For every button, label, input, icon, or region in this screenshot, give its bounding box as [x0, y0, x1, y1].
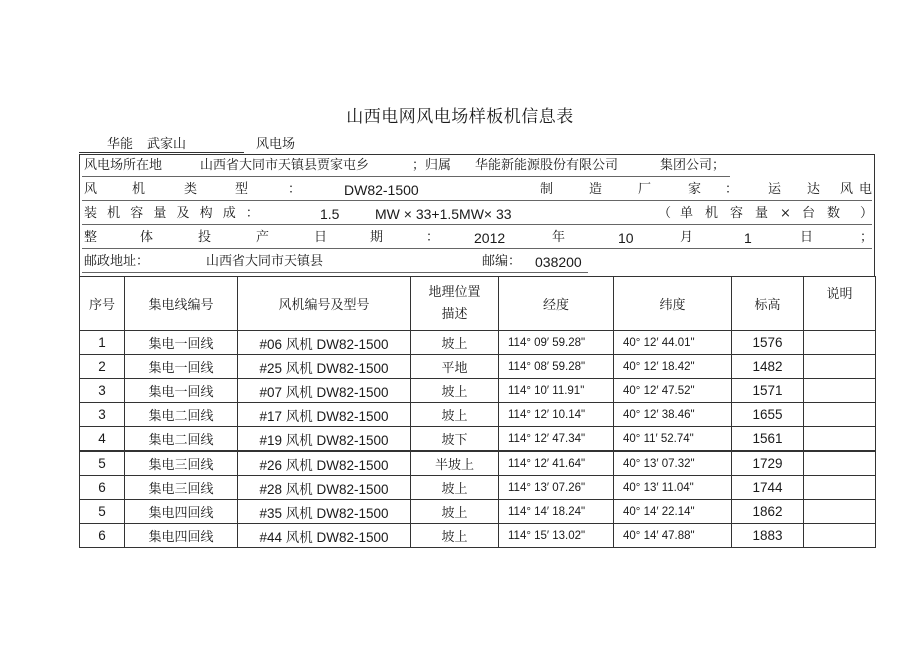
cell-latitude: 40° 14′ 22.14" [614, 500, 732, 524]
cell-latitude: 40° 12′ 18.42" [614, 355, 732, 379]
cell-elevation: 1883 [732, 524, 804, 548]
capacity-note-char: 单 [680, 206, 694, 221]
header-longitude: 经度 [499, 277, 614, 331]
turbine-table [79, 276, 876, 548]
table-row [80, 427, 876, 452]
capacity-note-char: ） [860, 206, 874, 221]
capacity-note-char: 容 [730, 206, 744, 221]
cell-note [804, 379, 876, 403]
turbine-type-label-char: ： [288, 182, 302, 197]
capacity-note-char: 量 [755, 206, 769, 221]
cell-no: 4 [80, 427, 125, 452]
commission-label-char: 产 [256, 230, 270, 245]
location-value: 山西省大同市天镇县贾家屯乡 [200, 158, 370, 173]
cell-turbine: #06 风机 DW82-1500 [238, 331, 411, 355]
cell-turbine: #19 风机 DW82-1500 [238, 427, 411, 452]
cell-turbine: #35 风机 DW82-1500 [238, 500, 411, 524]
cell-elevation: 1561 [732, 427, 804, 452]
cell-longitude: 114° 09′ 59.28" [499, 331, 614, 355]
cell-terrain: 半坡上 [411, 451, 499, 476]
commission-day: 1 [744, 230, 752, 246]
cell-turbine: #25 风机 DW82-1500 [238, 355, 411, 379]
manufacturer-label-char: 家 [688, 182, 702, 197]
commission-label-char: 整 [84, 230, 98, 245]
capacity-value-formula: MW × 33+1.5MW× 33 [375, 206, 512, 222]
cell-longitude: 114° 13′ 07.26" [499, 476, 614, 500]
cell-elevation: 1571 [732, 379, 804, 403]
cell-turbine: #44 风机 DW82-1500 [238, 524, 411, 548]
header-terrain-line2: 描述 [441, 306, 468, 322]
header-collector-line: 集电线编号 [125, 277, 238, 331]
cell-terrain: 坡上 [411, 524, 499, 548]
cell-terrain: 平地 [411, 355, 499, 379]
cell-longitude: 114° 14′ 18.24" [499, 500, 614, 524]
cell-terrain: 坡上 [411, 331, 499, 355]
postcode-value: 038200 [535, 254, 582, 270]
turbine-type-label-char: 机 [132, 182, 146, 197]
org-underlined-field [79, 133, 244, 153]
company-name: 华能 [107, 137, 134, 152]
header-terrain [411, 277, 499, 331]
manufacturer-label-char: 制 [540, 182, 554, 197]
cell-note [804, 427, 876, 452]
cell-note [804, 451, 876, 476]
cell-note [804, 500, 876, 524]
wind-farm-suffix: 风电场 [256, 137, 296, 152]
capacity-value-unit: 1.5 [320, 206, 340, 222]
capacity-note-char: × [780, 206, 791, 221]
capacity-note-char: 机 [705, 206, 719, 221]
cell-elevation: 1576 [732, 331, 804, 355]
header-latitude: 纬度 [614, 277, 732, 331]
year-unit: 年 [552, 230, 566, 245]
cell-no: 3 [80, 403, 125, 427]
cell-terrain: 坡下 [411, 427, 499, 452]
cell-no: 3 [80, 379, 125, 403]
cell-note [804, 403, 876, 427]
cell-longitude: 114° 12′ 41.64" [499, 451, 614, 476]
cell-turbine: #07 风机 DW82-1500 [238, 379, 411, 403]
site-name: 武家山 [147, 137, 187, 152]
cell-collector-line: 集电一回线 [125, 331, 238, 355]
cell-collector-line: 集电一回线 [125, 355, 238, 379]
wind-farm-info-block [79, 154, 875, 276]
cell-note [804, 355, 876, 379]
header-note: 说明 [804, 277, 876, 331]
capacity-row [80, 203, 874, 227]
postal-address-row [80, 251, 874, 275]
manufacturer-value-char: 风 [840, 182, 854, 197]
cell-turbine: #17 风机 DW82-1500 [238, 403, 411, 427]
postal-address-label: 邮政地址： [84, 254, 150, 269]
cell-terrain: 坡上 [411, 403, 499, 427]
cell-elevation: 1482 [732, 355, 804, 379]
table-row [80, 331, 876, 355]
cell-no: 5 [80, 500, 125, 524]
table-row [80, 500, 876, 524]
cell-collector-line: 集电四回线 [125, 524, 238, 548]
postcode-label: 邮编： [482, 254, 522, 269]
day-end: ； [860, 230, 874, 245]
cell-collector-line: 集电二回线 [125, 427, 238, 452]
turbine-type-label-char: 风 [84, 182, 98, 197]
table-row [80, 403, 876, 427]
manufacturer-value-char: 运 [768, 182, 782, 197]
cell-latitude: 40° 14′ 47.88" [614, 524, 732, 548]
document-title: 山西电网风电场样板机信息表 [346, 107, 574, 127]
location-row [80, 155, 874, 179]
cell-collector-line: 集电三回线 [125, 451, 238, 476]
cell-longitude: 114° 15′ 13.02" [499, 524, 614, 548]
header-terrain-line1: 地理位置 [428, 284, 481, 300]
cell-note [804, 331, 876, 355]
table-row [80, 379, 876, 403]
cell-latitude: 40° 12′ 47.52" [614, 379, 732, 403]
cell-collector-line: 集电四回线 [125, 500, 238, 524]
group-label: 集团公司； [660, 158, 726, 173]
capacity-label: 装 机 容 量 及 构 成 ： [84, 206, 262, 221]
organization-line [79, 133, 295, 153]
table-row [80, 451, 876, 476]
table-row [80, 524, 876, 548]
commission-label-char: 体 [140, 230, 154, 245]
cell-no: 5 [80, 451, 125, 476]
header-elevation: 标高 [732, 277, 804, 331]
cell-no: 6 [80, 476, 125, 500]
table-header-row [80, 277, 876, 331]
month-unit: 月 [680, 230, 694, 245]
turbine-type-value: DW82-1500 [344, 182, 419, 198]
cell-longitude: 114° 12′ 47.34" [499, 427, 614, 452]
cell-turbine: #28 风机 DW82-1500 [238, 476, 411, 500]
cell-elevation: 1729 [732, 451, 804, 476]
day-unit: 日 [800, 230, 814, 245]
manufacturer-label-char: 厂 [638, 182, 652, 197]
cell-no: 2 [80, 355, 125, 379]
commission-label-char: ： [426, 230, 440, 245]
cell-note [804, 476, 876, 500]
cell-no: 1 [80, 331, 125, 355]
table-row [80, 355, 876, 379]
postal-address-value: 山西省大同市天镇县 [206, 254, 324, 269]
header-no: 序号 [80, 277, 125, 331]
location-label: 风电场所在地 [84, 158, 163, 173]
cell-collector-line: 集电三回线 [125, 476, 238, 500]
belongs-value: 华能新能源股份有限公司 [475, 158, 619, 173]
turbine-type-label-char: 类 [184, 182, 198, 197]
commission-label-char: 投 [198, 230, 212, 245]
manufacturer-value-char: 达 [807, 182, 821, 197]
cell-collector-line: 集电一回线 [125, 379, 238, 403]
cell-longitude: 114° 10′ 11.91" [499, 379, 614, 403]
commission-month: 10 [618, 230, 634, 246]
cell-elevation: 1744 [732, 476, 804, 500]
commission-date-row [80, 227, 874, 251]
cell-terrain: 坡上 [411, 500, 499, 524]
cell-terrain: 坡上 [411, 379, 499, 403]
belongs-label: ；归属 [412, 158, 452, 173]
cell-elevation: 1655 [732, 403, 804, 427]
cell-elevation: 1862 [732, 500, 804, 524]
cell-latitude: 40° 12′ 38.46" [614, 403, 732, 427]
cell-latitude: 40° 13′ 11.04" [614, 476, 732, 500]
commission-label-char: 日 [314, 230, 328, 245]
cell-collector-line: 集电二回线 [125, 403, 238, 427]
cell-longitude: 114° 08′ 59.28" [499, 355, 614, 379]
commission-label-char: 期 [370, 230, 384, 245]
cell-latitude: 40° 13′ 07.32" [614, 451, 732, 476]
manufacturer-label-char: 造 [589, 182, 603, 197]
capacity-note-char: 数 [827, 206, 841, 221]
cell-no: 6 [80, 524, 125, 548]
manufacturer-label-char: ： [725, 182, 739, 197]
capacity-note-char: （ [658, 206, 672, 221]
cell-note [804, 524, 876, 548]
table-row [80, 476, 876, 500]
turbine-type-label-char: 型 [235, 182, 249, 197]
turbine-type-row [80, 179, 874, 203]
cell-terrain: 坡上 [411, 476, 499, 500]
capacity-note-char: 台 [802, 206, 816, 221]
cell-latitude: 40° 12′ 44.01" [614, 331, 732, 355]
commission-year: 2012 [474, 230, 506, 246]
cell-longitude: 114° 12′ 10.14" [499, 403, 614, 427]
manufacturer-value-char: 电 [859, 182, 873, 197]
cell-latitude: 40° 11′ 52.74" [614, 427, 732, 452]
header-turbine: 风机编号及型号 [238, 277, 411, 331]
cell-turbine: #26 风机 DW82-1500 [238, 451, 411, 476]
